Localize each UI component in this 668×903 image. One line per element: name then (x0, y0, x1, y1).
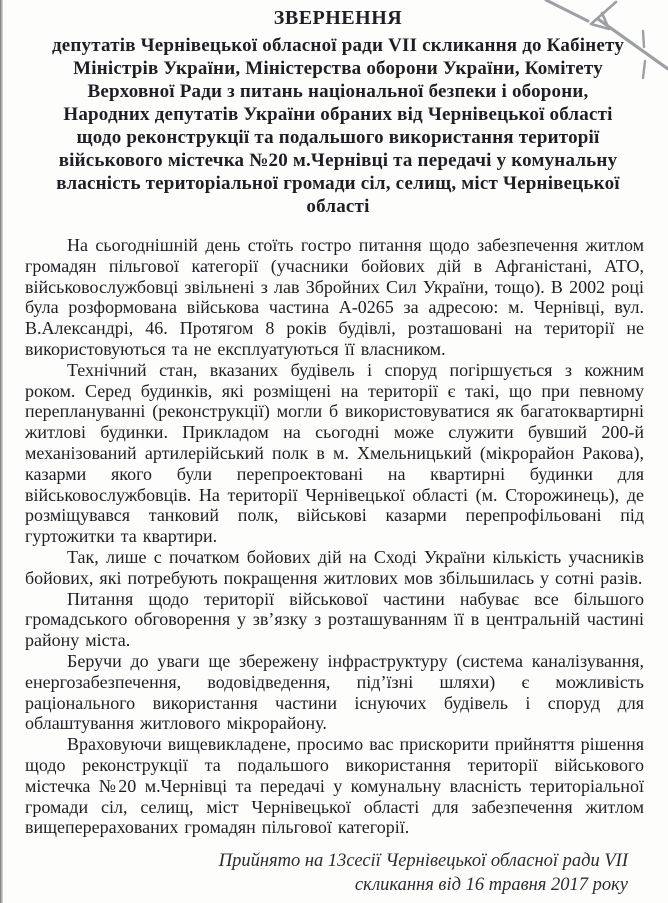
paragraph-1: На сьогоднішній день стоїть гостро питання щодо забезпечення житлом громадян пільгової категорії (учасники бойових дій в Афганістані, АТО, військовослужбовці звільнені з лав Збройних Сил України, тощо). В 2002 році була розформована військова частина А-0265 за адресою: м. Чернівці, вул. В.Александрі, 46. Протягом 8 років будівлі, розташовані на території не використовуються та не експлуатуються її власником. (25, 235, 644, 359)
adoption-note-line2: скликання від 16 травня 2017 року (354, 875, 628, 895)
adoption-note-line1: Прийнято на 13сесії Чернівецької обласної ради VII (218, 851, 628, 871)
document-body (25, 235, 644, 838)
document-subtitle: депутатів Чернівецької обласної ради VII скликання до Кабінету Міністрів України, Міністерства оборони України, Комітету Верховної Ради з питань національної безпеки і оборони, Народних депутатів України обраних від Чернівецької області щодо реконструкції та подальшого використання території військового містечка №20 м.Чернівці та передачі у комунальну власність територіальної громади сіл, селищ, міст Чернівецької області (51, 35, 625, 217)
paragraph-2: Технічний стан, вказаних будівель і споруд погіршується з кожним роком. Серед будинків, які розміщені на території є такі, що при певному переплануванні (реконструкції) могли б використовуватися як багатоквартирні житлові будинки. Прикладом на сьогодні може служити бувший 200-й механізований артилерійський полк в м. Хмельницький (мікрорайон Ракова), казарми якого були перепроектовані на квартирні будинки для військовослужбовців. На території Чернівецької області (м. Сторожинець), де розміщувався танковий полк, військові казарми перепрофільовані під гуртожитки та квартири. (25, 359, 644, 547)
paragraph-6: Враховуючи вищевикладене, просимо вас прискорити прийняття рішення щодо реконструкції та подальшого використання території військового містечка №20 м.Чернівці та передачі у комунальну власність територіальної громади сіл, селищ, міст Чернівецької області для забезпечення житлом вищеперерахованих громадян пільгової категорії. (25, 734, 644, 838)
paragraph-5: Беручи до уваги ще збережену інфраструктуру (система каналізування, енергозабезпечення, водовідведення, під’їзні шляхи) є можливість раціонального використання частини існуючих будівель і споруд для облаштування житлового мікрорайону. (25, 650, 644, 734)
document-header (0, 0, 668, 218)
paragraph-4: Питання щодо території військової частини набуває все більшого громадського обговорення у зв’язку з розташуванням її в центральній частині району міста. (25, 588, 644, 651)
paragraph-3: Так, лише с початком бойових дій на Сході України кількість учасників бойових, які потребують покращення житлових мов збільшилась у сотні разів. (25, 546, 644, 588)
adoption-note (219, 849, 628, 897)
document-title: ЗВЕРНЕННЯ (273, 7, 403, 29)
